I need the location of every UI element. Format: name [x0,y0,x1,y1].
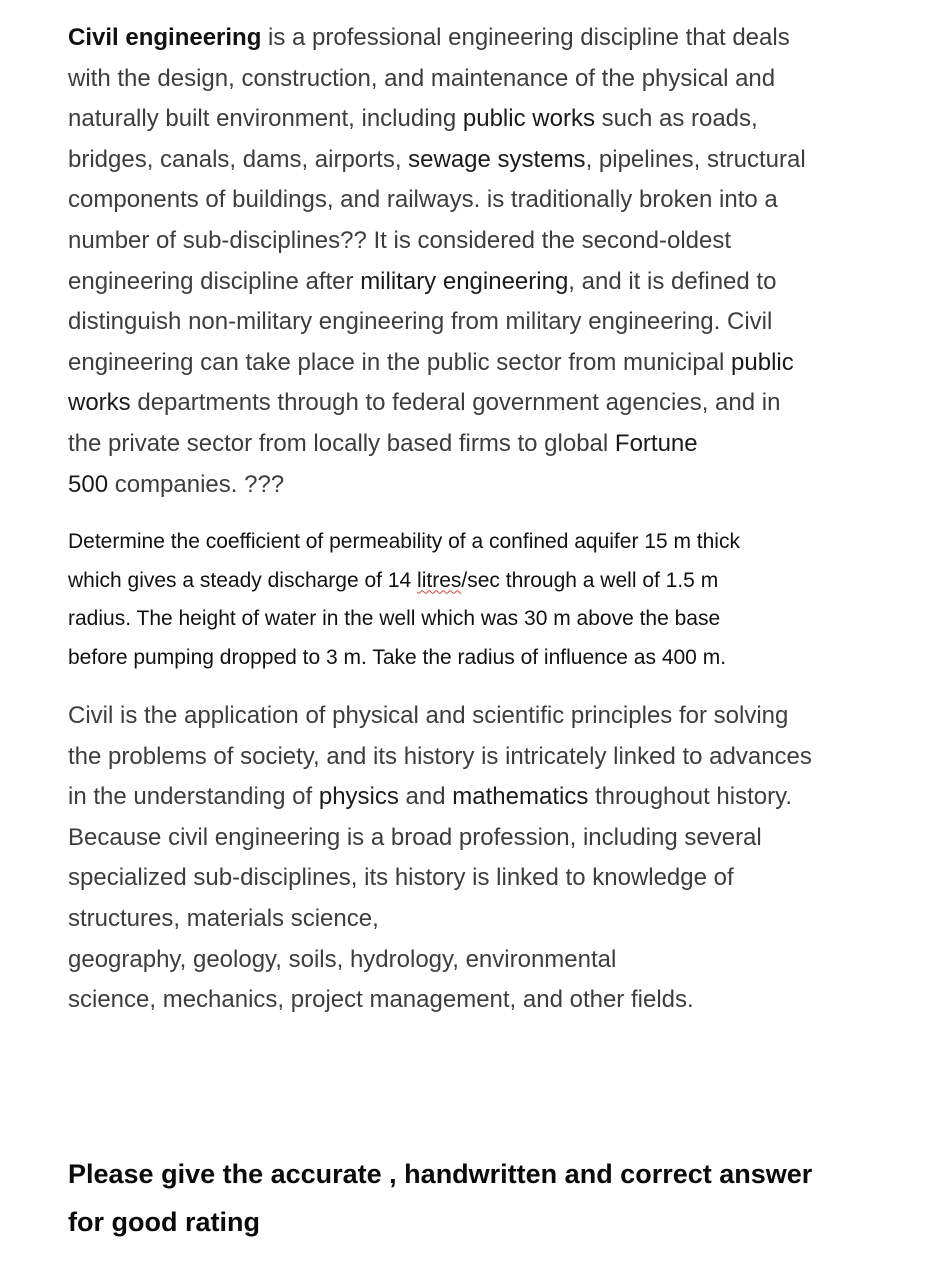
intro-paragraph [68,18,868,505]
link-sewage-systems[interactable]: sewage systems [408,145,586,173]
text-line: with the design, construction, and maintenance of the physical and [68,64,776,92]
text-line: in the understanding of physics and mathematics throughout history. [68,783,792,811]
text-line: engineering discipline after military engineering, and it is defined to [68,267,777,295]
link-public-works[interactable]: public works [462,105,595,133]
problem-line: before pumping dropped to 3 m. Take the radius of influence as 400 m. [68,645,727,669]
text-line: works departments through to federal government agencies, and in [68,389,781,417]
text-line: specialized sub-disciplines, its history is linked to knowledge of [68,864,734,892]
bold-term: Civil engineering [68,24,262,51]
link-fortune-500-part1[interactable]: Fortune [614,429,698,457]
problem-line: which gives a steady discharge of 14 litres/sec through a well of 1.5 m [68,568,719,592]
text-line: 500 companies. ??? [68,470,285,498]
text-line: science, mechanics, project management, and other fields. [68,986,694,1014]
text-line: components of buildings, and railways. is traditionally broken into a [68,186,778,214]
link-public-works-part2[interactable]: works [68,389,131,417]
link-mathematics[interactable]: mathematics [452,783,589,811]
link-fortune-500-part2[interactable]: 500 [68,470,109,498]
text-line: Because civil engineering is a broad profession, including several [68,823,762,851]
request-line: Please give the accurate , handwritten and correct answer [68,1159,813,1189]
text-line: the problems of society, and its history is intricately linked to advances [68,742,812,770]
text-line: engineering can take place in the public sector from municipal public [68,348,794,376]
text-line: Civil engineering is a professional engineering discipline that deals [68,24,790,51]
text-line: number of sub-disciplines?? It is considered the second-oldest [68,226,732,254]
link-physics[interactable]: physics [318,783,399,811]
request-line: for good rating [68,1207,260,1237]
text-line: distinguish non-military engineering from military engineering. Civil [68,308,773,336]
text-line: bridges, canals, dams, airports, sewage systems, pipelines, structural [68,145,806,173]
history-paragraph [68,696,888,1021]
spellcheck-flagged-word: litres [417,568,462,592]
link-military-engineering[interactable]: military engineering [360,267,569,295]
link-public-works-part1[interactable]: public [731,348,794,376]
answer-request [68,1150,888,1246]
text-line: the private sector from locally based firms to global Fortune [68,429,698,457]
problem-line: Determine the coefficient of permeability of a confined aquifer 15 m thick [68,530,740,553]
problem-line: radius. The height of water in the well which was 30 m above the base [68,607,721,630]
text-line: naturally built environment, including public works such as roads, [68,105,758,133]
text-line: Civil is the application of physical and scientific principles for solving [68,702,789,729]
problem-statement [68,523,868,677]
text-line: structures, materials science, [68,904,379,932]
text-line: geography, geology, soils, hydrology, environmental [68,945,617,973]
